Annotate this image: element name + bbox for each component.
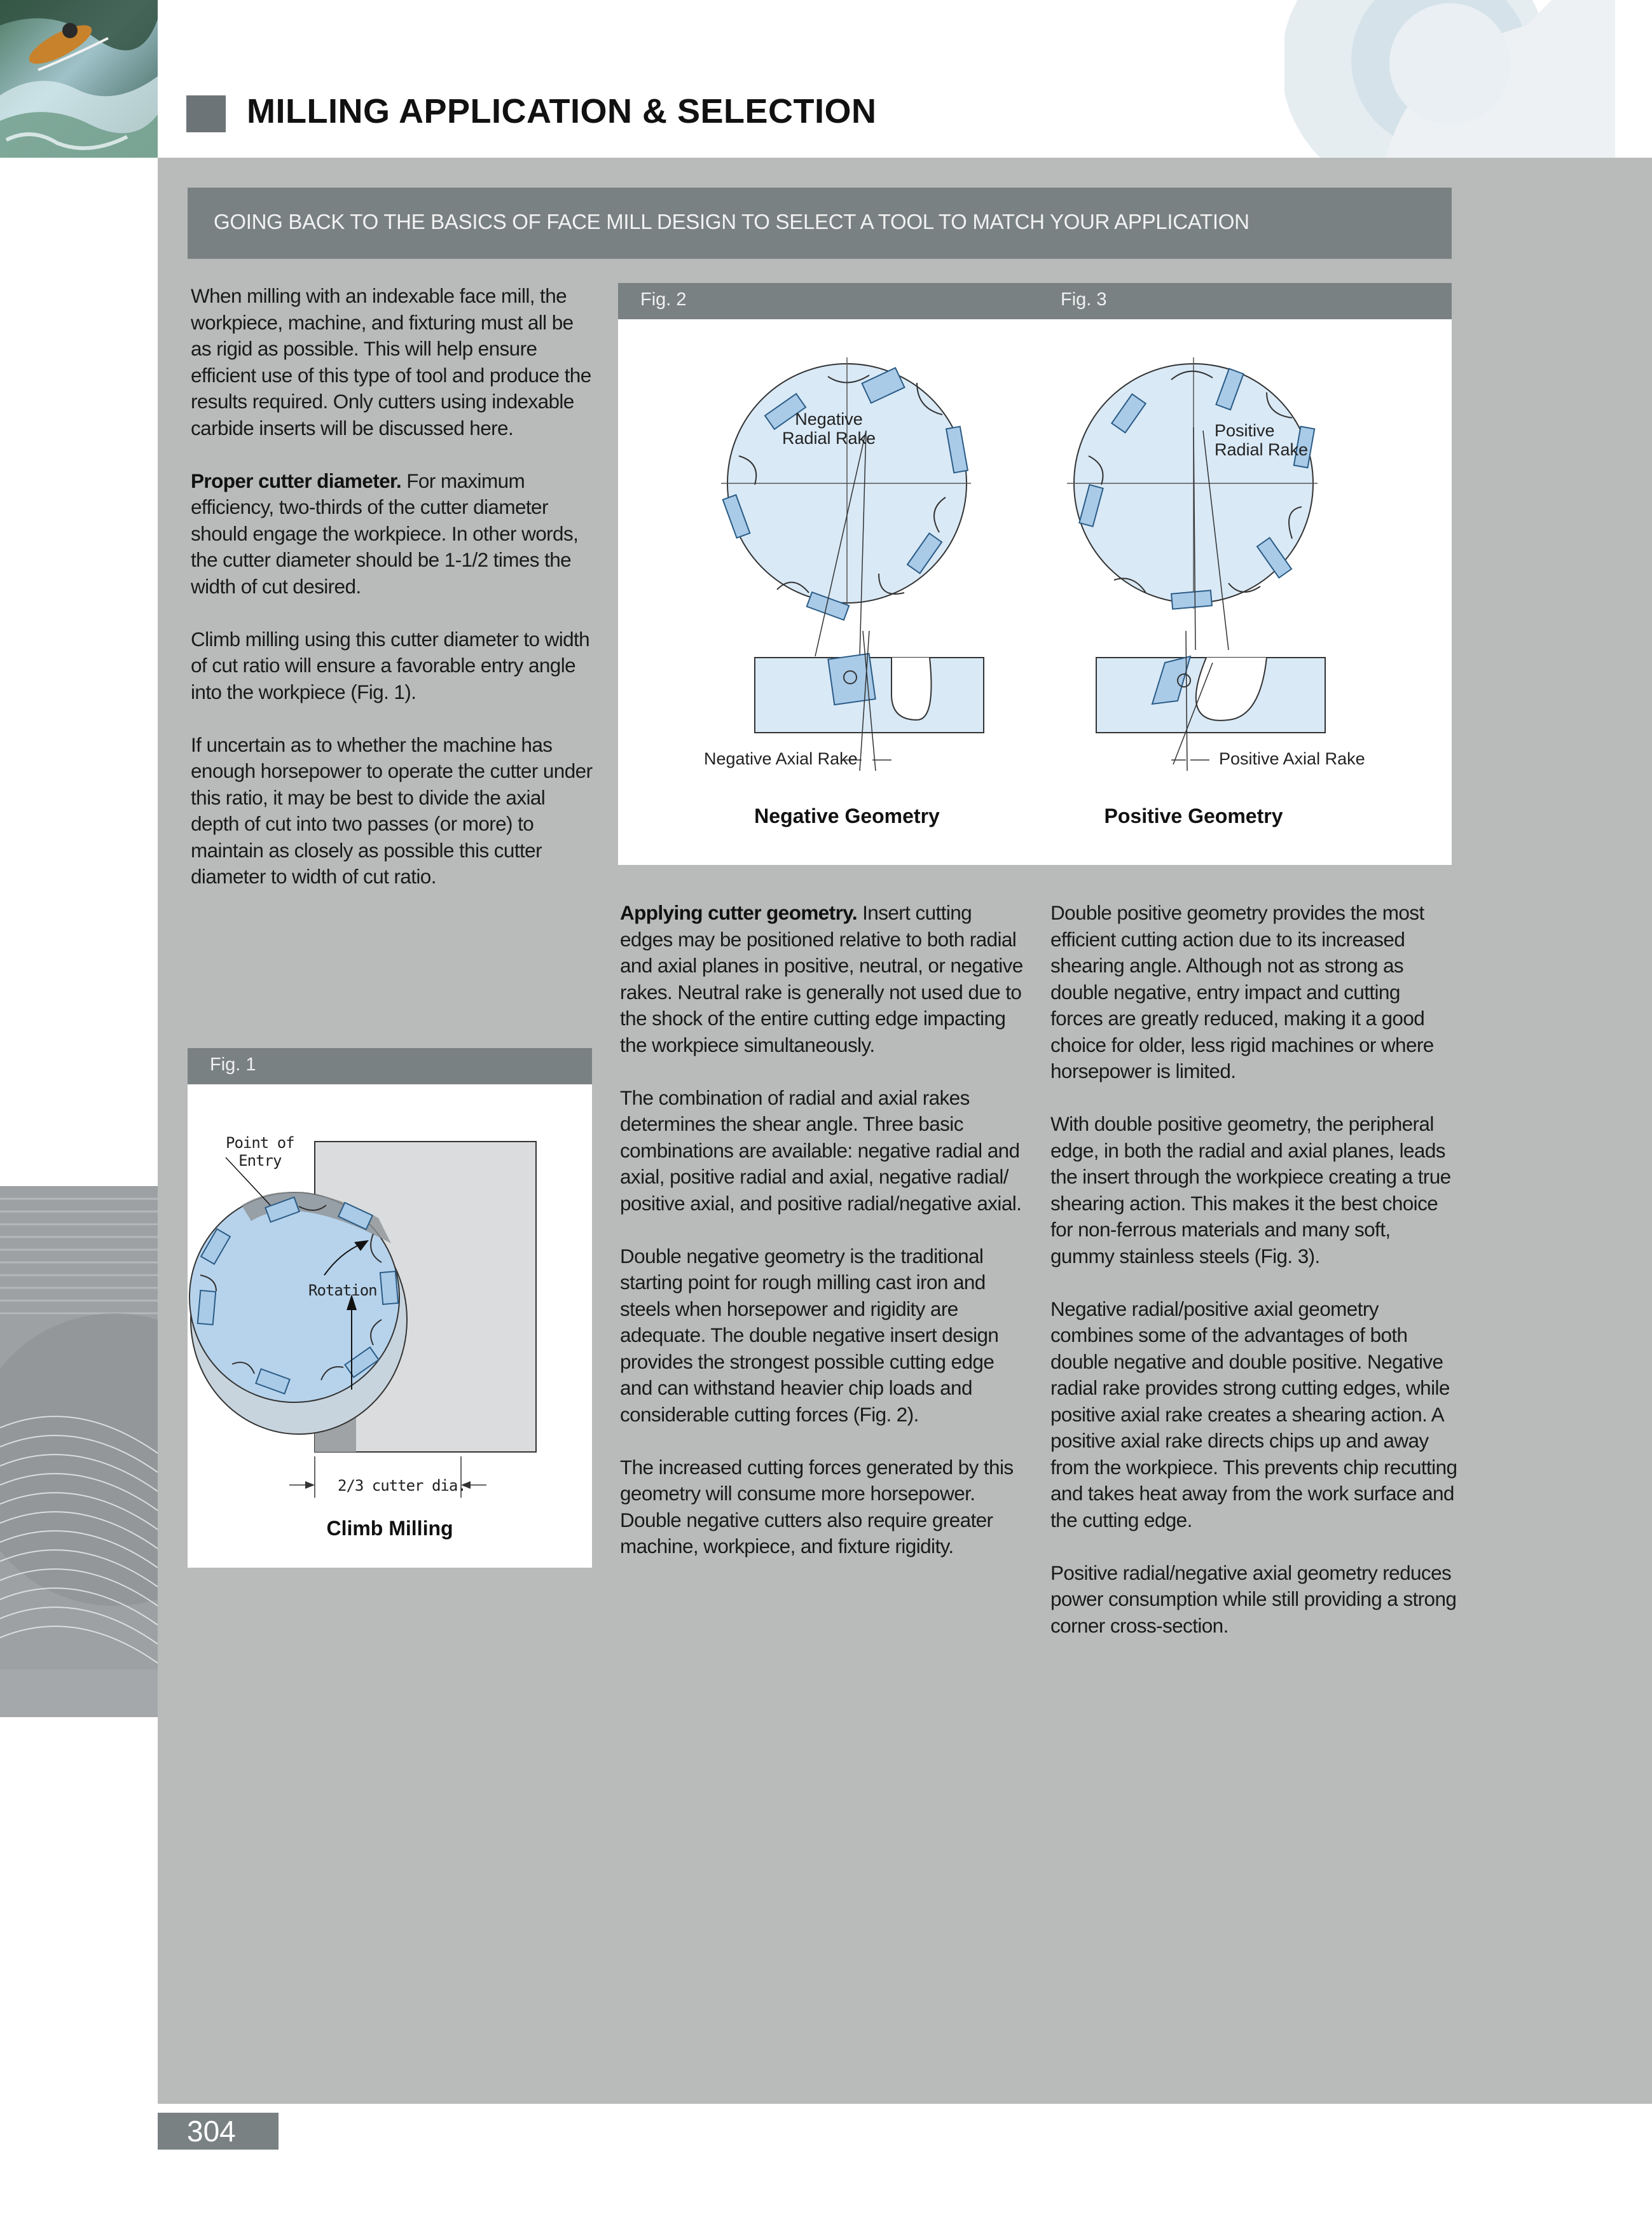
water-photo-image [0,0,158,158]
paragraph: Double negative geometry is the traditional starting point for rough milling cast iron and steels when horsepower and rigidity are adequate. The double negative insert design provides the strongest possible cutting edge and can withstand heavier chip loads and considerable cutting forces (Fig. 2). [620,1244,999,1426]
fig1-caption: Climb Milling [326,1517,453,1540]
rotation-label: Rotation [308,1281,377,1299]
paragraph [620,900,1027,1058]
paragraph: Positive radial/negative axial geometry reduces power consumption while still providing a strong corner cross-section. [1050,1561,1457,1637]
paragraph-lead: Applying cutter geometry. [620,901,857,924]
title-marker [186,95,226,132]
neg-radial-rake-label: Negative Radial Rake [782,410,876,448]
neg-axial-rake-label: Negative Axial Rake [704,749,858,768]
header-photo [0,0,158,158]
decorative-strip [0,1186,158,1717]
paragraph: Negative radial/positive axial geometry combines some of the advantages of both double negative and double positive. Negative radial rake provides strong cutting edges, while positive axial rake creates a shearing action. A positive axial rake directs chips up and away from the workpiece. This prevents chip recutting and takes heat away from the work surface and the cutting edge. [1050,1297,1457,1531]
logo-icon [1284,0,1615,158]
paragraph-body: For maximum efficiency, two-thirds of the cutter diameter should engage the workpiece. In other words, the cutter diameter should be 1-1/2 times the width of cut desired. [191,469,579,598]
paragraph: With double positive geometry, the peripheral edge, in both the radial and axial planes, leads the insert through the workpiece creating a true shearing action. This makes it the best choice for non-ferrous materials and many soft, gummy stainless steels (Fig. 3). [1050,1112,1451,1267]
geometry-diagram [618,319,1452,865]
wave-pattern-image [0,1186,158,1717]
text-column-2 [620,900,1027,1586]
positive-cutter-diagram [1067,357,1325,771]
paragraph: The increased cutting forces generated by this geometry will consume more horsepower. Double negative cutters also require greater machine, workpiece, and fixture rigidity. [620,1455,1014,1558]
paragraph: Climb milling using this cutter diameter to width of cut ratio will ensure a favorable entry angle into the workpiece (Fig. 1). [191,627,590,703]
pos-axial-rake-label: Positive Axial Rake [1219,749,1365,768]
pos-radial-rake-label: Positive Radial Rake [1215,421,1309,459]
fig3-caption: Positive Geometry [1104,805,1283,827]
point-of-entry-label: Point of Entry [226,1134,294,1170]
paragraph-body: Insert cutting edges may be positioned relative to both radial and axial planes in positive, neutral, or negative rakes. Neutral rake is generally not used due to the shock of the entire cutting edge impacting the workpiece simultaneously. [620,901,1023,1056]
figure-1 [188,1084,592,1568]
text-column-3 [1050,900,1457,1666]
paragraph: When milling with an indexable face mill, the workpiece, machine, and fixturing must all be as rigid as possible. This will help ensure efficient use of this type of tool and produce the results required. Only cutters using indexable carbide inserts will be discussed here. [191,284,591,439]
paragraph-lead: Proper cutter diameter. [191,469,402,492]
page-title: MILLING APPLICATION & SELECTION [247,92,877,130]
paragraph: Double positive geometry provides the most efficient cutting action due to its increased shearing angle. Although not as strong as double negative, entry impact and cutting forces are greatly reduced, making it a good choice for older, less rigid machines or where horsepower is limited. [1050,901,1434,1082]
figure-header-bar [618,283,1452,319]
banner-text: GOING BACK TO THE BASICS OF FACE MILL DESIGN TO SELECT A TOOL TO MATCH YOUR APPLICATION [214,210,1249,233]
paragraph: The combination of radial and axial rakes determines the shear angle. Three basic combinations are available: negative radial and axial, positive radial and axial, negative radial/ positive axial, and positive radial/negative axial. [620,1086,1022,1215]
fig2-caption: Negative Geometry [754,805,940,827]
page-number: 304 [187,2115,236,2148]
fig1-label: Fig. 1 [210,1054,256,1075]
paragraph [191,468,598,600]
paragraph: If uncertain as to whether the machine has enough horsepower to operate the cutter under this ratio, it may be best to divide the axial depth of cut into two passes (or more) to maintain as closely as possible this cutter diameter to width of cut ratio. [191,733,593,888]
text-column-1 [191,283,598,916]
fig3-label: Fig. 3 [1061,289,1107,310]
fig2-label: Fig. 2 [640,289,687,310]
watermark-logo [1284,0,1615,158]
figure-2-3 [618,319,1452,865]
dimension-label: 2/3 cutter dia. [338,1477,466,1495]
